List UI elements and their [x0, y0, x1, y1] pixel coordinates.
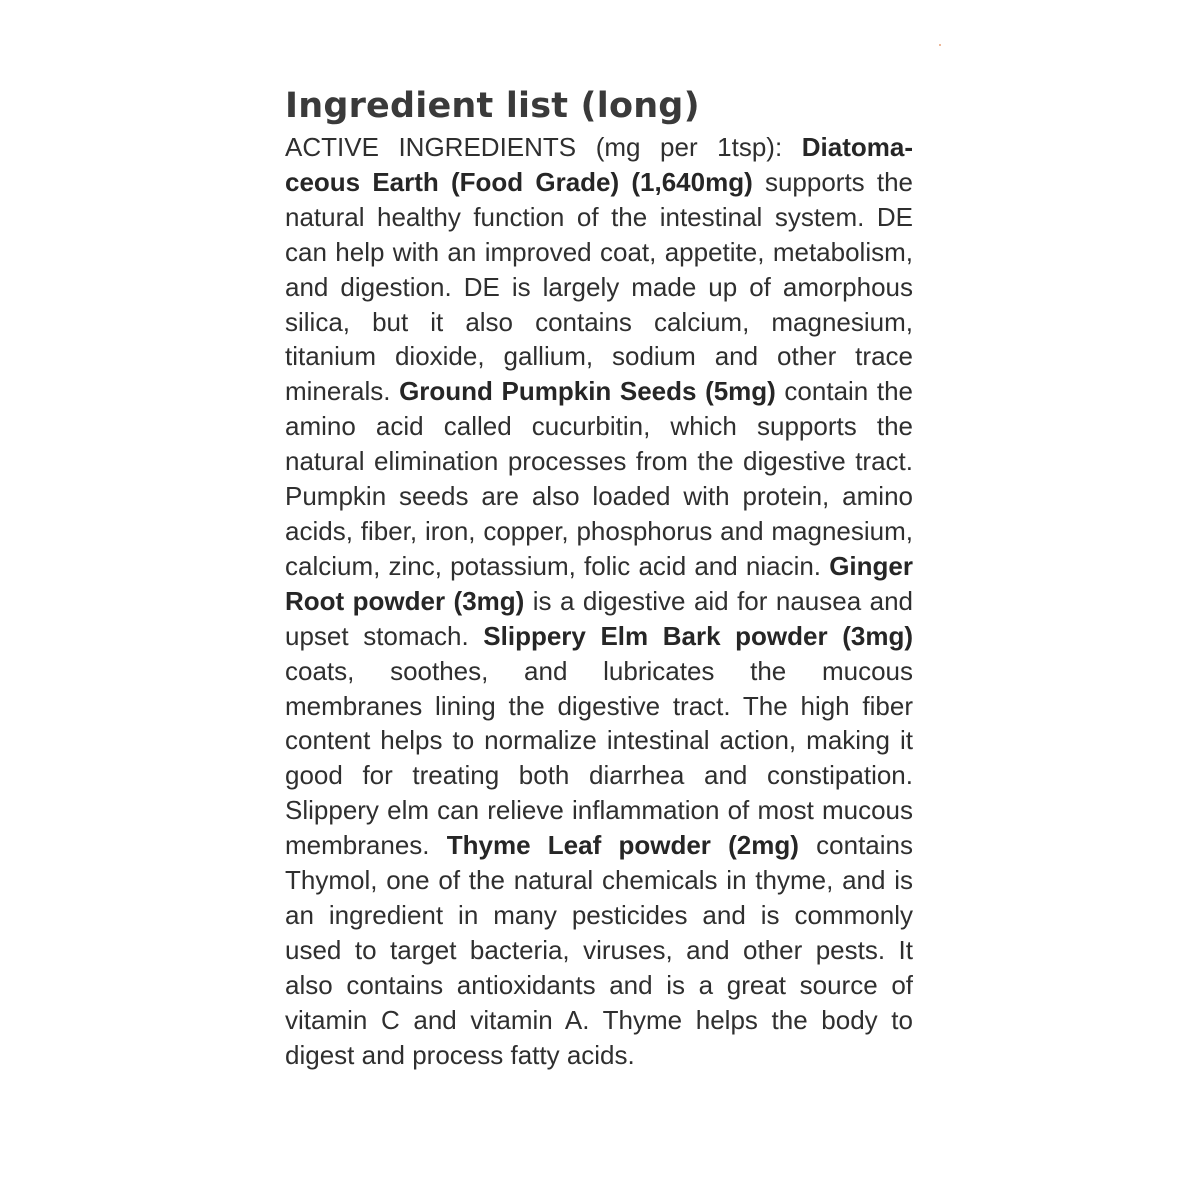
ingredient-description: supports the natural healthy function of the intestinal system. DE can help with an improved coat, appetite, metabolism, and digestion. DE is largely made up of amorphous silica, but it also contains calcium, magnesium, titanium dioxide, gallium, sodium and other trace minerals.	[285, 166, 913, 407]
ingredient-description: coats, soothes, and lubricates the mucous membranes lining the digestive tract. The high fiber content helps to normalize intestinal action, making it good for treating both diarrhea and constipation. Slippery elm can relieve inflammation of most mucous membranes.	[285, 655, 913, 861]
ingredient-name: Slippery Elm Bark powder (3mg)	[483, 620, 913, 651]
ingredient-paragraph	[285, 130, 913, 1072]
page-title: Ingredient list (long)	[285, 86, 700, 126]
ingredient-name: Ginger Root powder (3mg)	[285, 550, 913, 616]
ingredient-description: is a digestive aid for nausea and upset stomach.	[285, 585, 913, 651]
ingredient-name: Thyme Leaf powder (2mg)	[446, 830, 799, 861]
ingredient-name: Ground Pumpkin Seeds (5mg)	[399, 376, 776, 407]
ingredient-description: contains Thymol, one of the natural chemicals in thyme, and is an ingredient in many pesticides and is commonly used to target bacteria, viruses, and other pests. It also contains antioxidants and is a great source of vitamin C and vitamin A. Thyme helps the body to digest and process fatty acids.	[285, 830, 913, 1070]
ingredient-name: Diatomaceous Earth (Food Grade) (1,640mg)	[285, 132, 913, 197]
ingredient-description: contain the amino acid called cucurbitin, which supports the natural elimination processes from the digestive tract. Pumpkin seeds are also loaded with protein, amino acids, fiber, iron, copper, phosphorus and magnesium, calcium, zinc, potassium, folic acid and niacin.	[285, 376, 913, 581]
decorative-dot	[939, 44, 941, 46]
intro-text: ACTIVE INGREDIENTS (mg per 1tsp):	[285, 132, 802, 162]
ingredient-list-section	[285, 84, 913, 1072]
